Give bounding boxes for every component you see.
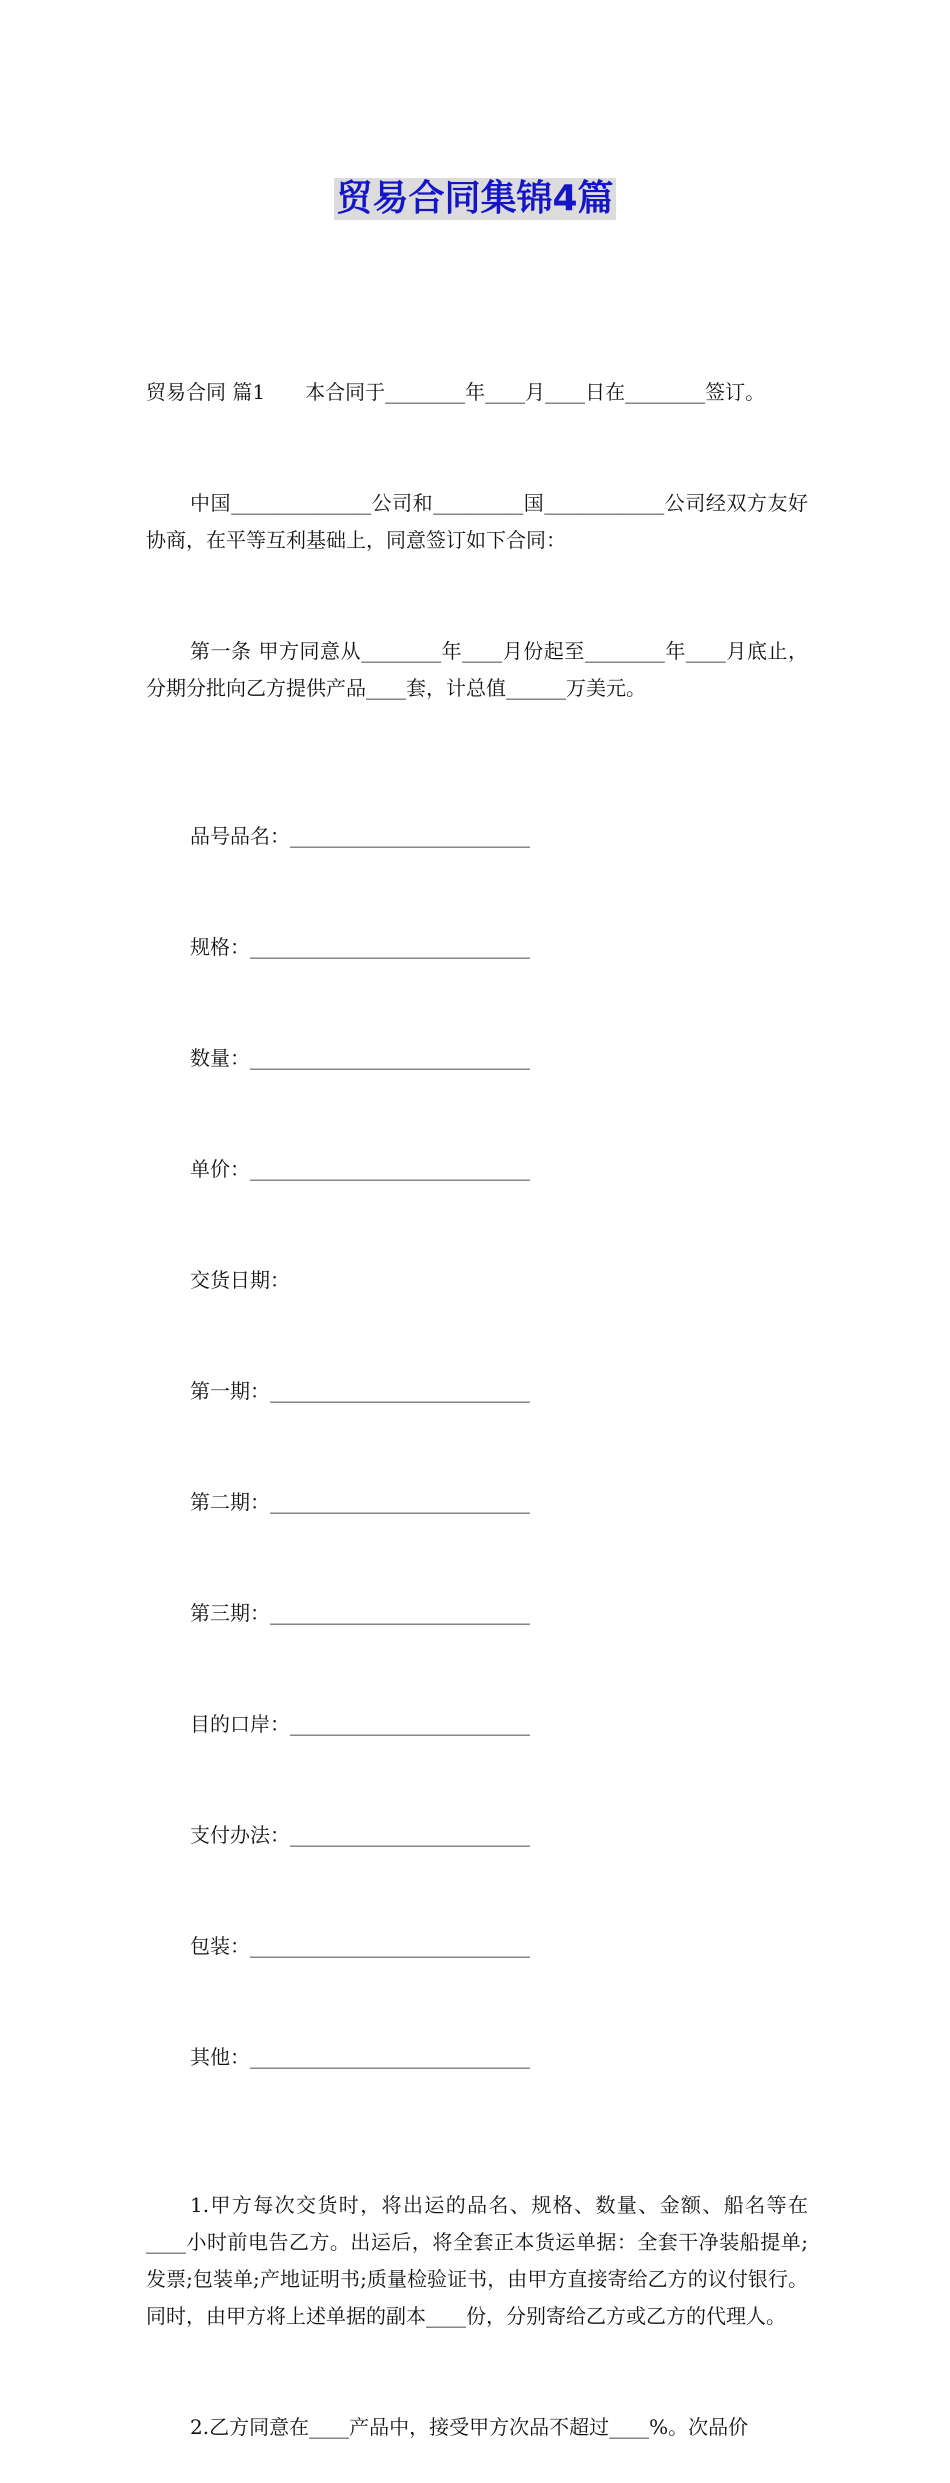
field-phase-3: 第三期：__________________________ <box>190 1601 530 1625</box>
field-destination-port: 目的口岸：________________________ <box>190 1712 530 1736</box>
field-phase-2: 第二期：__________________________ <box>190 1490 530 1514</box>
field-unit-price: 单价：____________________________ <box>190 1157 530 1181</box>
paragraph-article-1: 第一条 甲方同意从________年____月份起至________年____月底止，分期分批向乙方提供产品____套，计总值______万美元。 <box>146 639 808 700</box>
field-packaging: 包装：____________________________ <box>190 1934 530 1958</box>
field-quantity: 数量：____________________________ <box>190 1046 530 1070</box>
clause-1: 1.甲方每次交货时，将出运的品名、规格、数量、金额、船名等在____小时前电告乙方。出运后，将全套正本货运单据：全套干净装船提单;发票;包装单;产地证明书;质量检验证书，由甲方直接寄给乙方的议付银行。同时，由甲方将上述单据的副本____份，分别寄给乙方或乙方的代理人。 <box>146 2193 808 2328</box>
field-product-name: 品号品名：________________________ <box>190 824 530 848</box>
field-payment-method: 支付办法：________________________ <box>190 1823 530 1847</box>
title-wrap <box>0 178 950 220</box>
field-delivery-date: 交货日期： <box>190 1268 290 1292</box>
paragraph-parties: 中国______________公司和_________国____________公司经双方友好协商，在平等互利基础上，同意签订如下合同： <box>146 491 808 552</box>
field-other: 其他：____________________________ <box>190 2045 530 2069</box>
clause-2: 2.乙方同意在____产品中，接受甲方次品不超过____%。次品价 <box>190 2415 749 2439</box>
document-title: 贸易合同集锦4篇 <box>336 178 614 219</box>
paragraph-contract-intro: 贸易合同 篇1 本合同于________年____月____日在________签订。 <box>146 380 766 404</box>
field-specification: 规格：____________________________ <box>190 935 530 959</box>
document-body <box>146 300 808 2483</box>
field-phase-1: 第一期：__________________________ <box>190 1379 530 1403</box>
